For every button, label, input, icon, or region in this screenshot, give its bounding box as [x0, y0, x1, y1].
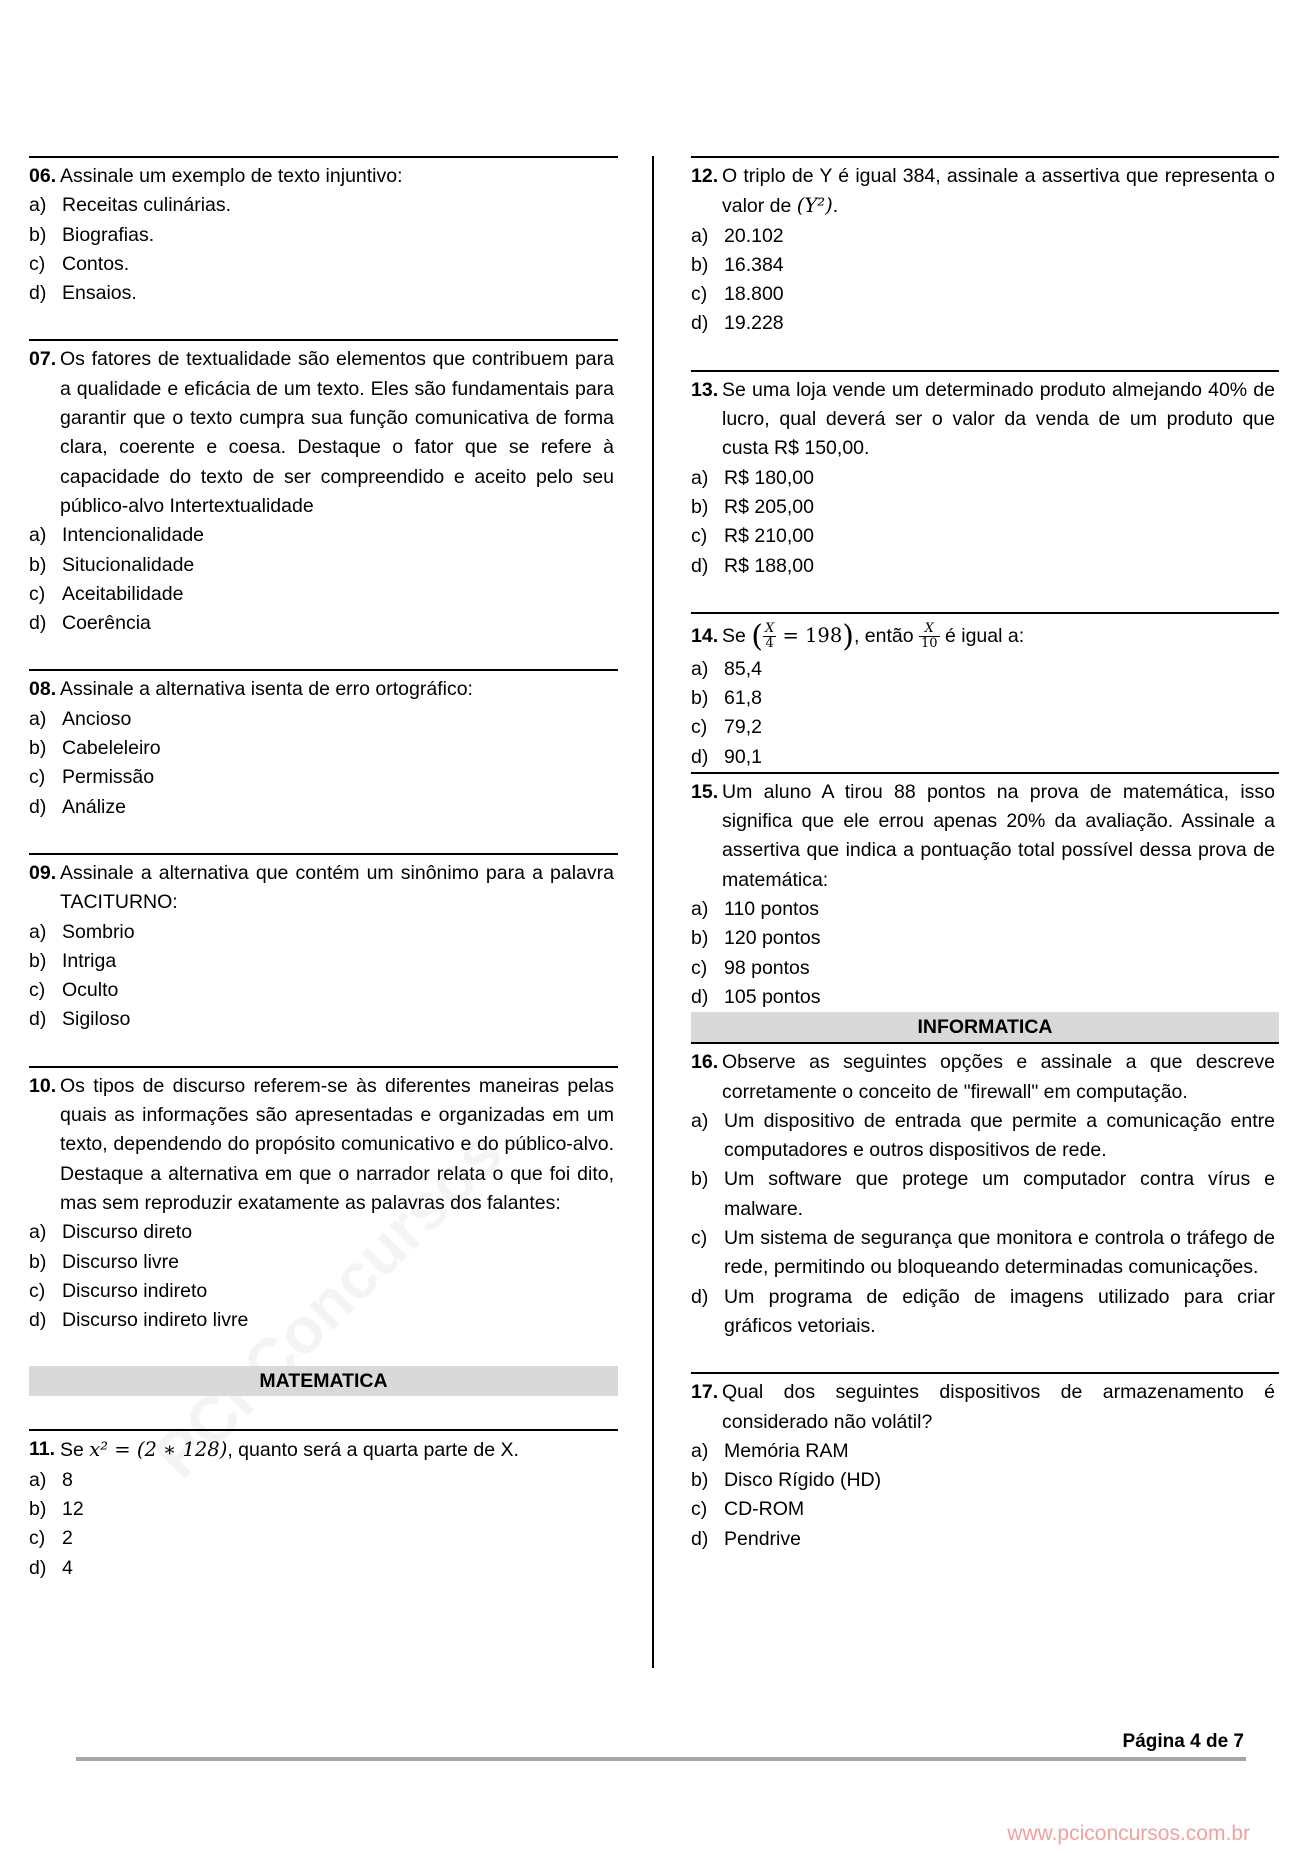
right-column — [691, 156, 1279, 1585]
question-text: Os tipos de discurso referem-se às diferentes maneiras pelas quais as informações são apresentadas e organizadas em um texto, dependendo do propósito comunicativo e do público-alvo. Destaque a alternativa em que o narrador relata o que foi dito, mas sem reproduzir exatamente as palavras dos falantes: — [60, 1074, 614, 1214]
answer-option — [29, 1218, 618, 1247]
option-text: R$ 188,00 — [724, 554, 814, 577]
answer-option — [691, 1224, 1279, 1283]
option-text: Um sistema de segurança que monitora e controla o tráfego de rede, permitindo ou bloqueando determinadas comunicações. — [724, 1227, 1275, 1279]
option-text: 98 pontos — [724, 956, 810, 979]
option-text: 105 pontos — [724, 985, 821, 1008]
answer-option — [29, 763, 618, 792]
question-17 — [691, 1372, 1279, 1554]
option-text: Oculto — [62, 979, 119, 1002]
answer-option — [691, 1283, 1279, 1342]
option-letter: b) — [29, 553, 47, 576]
answer-option — [29, 1495, 618, 1524]
option-text: R$ 205,00 — [724, 495, 814, 518]
option-letter: c) — [691, 283, 708, 306]
options-list — [691, 1107, 1279, 1341]
question-text: Assinale a alternativa que contém um sinônimo para a palavra TACITURNO: — [60, 861, 614, 914]
option-letter: b) — [29, 1250, 47, 1273]
question-number: 15. — [691, 780, 719, 803]
question-text: Um aluno A tirou 88 pontos na prova de matemática, isso significa que ele errou apenas 20% da avaliação. Assinale a assertiva que indica a pontuação total possível dessa prova de matemática: — [722, 780, 1275, 891]
option-text: Ensaios. — [62, 282, 137, 305]
question-text-mid: , então — [853, 624, 920, 647]
answer-option — [29, 1554, 618, 1583]
option-text: Discurso direto — [62, 1221, 193, 1244]
question-number: 10. — [29, 1074, 57, 1097]
option-text: Intencionalidade — [62, 524, 205, 547]
option-text: Permissão — [62, 766, 155, 789]
option-text: 79,2 — [724, 716, 762, 739]
answer-option — [691, 1525, 1279, 1554]
option-letter: d) — [29, 612, 47, 635]
option-letter: c) — [29, 979, 46, 1002]
answer-option — [29, 521, 618, 550]
math-expression: x² = (2 ∗ 128) — [89, 1438, 228, 1462]
option-text: Receitas culinárias. — [62, 194, 232, 217]
question-07 — [29, 339, 618, 638]
option-text: 61,8 — [724, 687, 762, 709]
options-list — [29, 191, 618, 308]
answer-option — [29, 705, 618, 734]
answer-option — [29, 250, 618, 279]
option-letter: b) — [691, 1168, 709, 1191]
option-text: Sombrio — [62, 920, 135, 943]
option-text: Aceitabilidade — [62, 582, 184, 605]
option-text: 110 pontos — [724, 898, 820, 921]
section-title-matematica: MATEMATICA — [29, 1366, 618, 1396]
option-letter: d) — [691, 1285, 709, 1308]
answer-option — [29, 793, 618, 822]
question-text-pre: Se — [722, 624, 752, 647]
answer-option — [691, 743, 1279, 774]
option-text: 20.102 — [724, 224, 784, 247]
answer-option — [691, 309, 1279, 338]
option-letter: d) — [29, 282, 47, 305]
options-list — [29, 1218, 618, 1335]
option-letter: c) — [29, 252, 46, 275]
answer-option — [29, 947, 618, 976]
option-letter: c) — [691, 956, 708, 979]
option-letter: a) — [29, 1468, 47, 1491]
options-list — [29, 705, 618, 822]
answer-option — [29, 918, 618, 947]
answer-option — [691, 464, 1279, 493]
answer-option — [29, 1277, 618, 1306]
option-letter: a) — [691, 657, 709, 680]
option-letter: c) — [29, 582, 46, 605]
answer-option — [691, 924, 1279, 953]
option-text: 120 pontos — [724, 927, 821, 950]
option-letter: b) — [29, 949, 47, 972]
answer-option — [691, 895, 1279, 924]
option-text: Situcionalidade — [62, 553, 195, 576]
answer-option — [29, 221, 618, 250]
option-letter: b) — [691, 687, 709, 709]
question-06 — [29, 156, 618, 308]
option-text: Cabeleleiro — [62, 737, 161, 760]
option-letter: a) — [29, 194, 47, 217]
question-12 — [691, 156, 1279, 339]
column-divider — [652, 156, 654, 1668]
answer-option — [29, 976, 618, 1005]
option-text: Análize — [62, 795, 126, 818]
option-letter: a) — [29, 524, 47, 547]
question-number: 14. — [691, 624, 719, 647]
answer-option — [691, 1495, 1279, 1524]
option-letter: c) — [691, 1498, 708, 1521]
option-text: Disco Rígido (HD) — [724, 1469, 882, 1492]
option-letter: d) — [691, 1527, 709, 1550]
option-letter: d) — [691, 985, 709, 1008]
option-text: R$ 180,00 — [724, 466, 814, 489]
option-text: Um programa de edição de imagens utilizado para criar gráficos vetoriais. — [724, 1285, 1275, 1337]
answer-option — [29, 609, 618, 638]
option-text: Um software que protege um computador contra vírus e malware. — [724, 1168, 1275, 1220]
option-letter: a) — [691, 898, 709, 921]
answer-option — [691, 493, 1279, 522]
option-text: 85,4 — [724, 657, 762, 680]
option-text: 90,1 — [724, 745, 762, 768]
question-number: 09. — [29, 861, 57, 884]
option-text: Pendrive — [724, 1527, 801, 1550]
right-paren: ) — [842, 618, 854, 654]
footer-website: www.pciconcursos.com.br — [1007, 1822, 1250, 1845]
fraction-x-over-10: $\frac{X}{10}$ — [921, 621, 938, 652]
options-list — [691, 895, 1279, 1012]
answer-option — [691, 983, 1279, 1012]
question-text-post: é igual a: — [939, 624, 1025, 647]
option-text: Memória RAM — [724, 1439, 849, 1462]
option-text: 8 — [62, 1468, 73, 1491]
answer-option — [29, 734, 618, 763]
option-letter: c) — [29, 1527, 46, 1550]
option-text: Um dispositivo de entrada que permite a comunicação entre computadores e outros dispositivos de rede. — [724, 1109, 1275, 1162]
question-number: 08. — [29, 678, 57, 701]
option-text: 16.384 — [724, 253, 784, 276]
answer-option — [691, 222, 1279, 251]
answer-option — [691, 1107, 1279, 1166]
question-number: 06. — [29, 165, 57, 187]
answer-option — [29, 191, 618, 220]
equation-value: = 198 — [776, 623, 843, 647]
option-text: 18.800 — [724, 283, 784, 306]
option-text: Discurso livre — [62, 1250, 180, 1273]
question-text: O triplo de Y é igual 384, assinale a assertiva que representa o valor de — [722, 165, 1275, 218]
option-text: CD-ROM — [724, 1498, 805, 1521]
question-09 — [29, 853, 618, 1035]
option-letter: a) — [29, 920, 47, 943]
question-number: 17. — [691, 1381, 719, 1404]
option-letter: d) — [29, 1556, 47, 1579]
question-text: Assinale a alternativa isenta de erro ortográfico: — [60, 678, 473, 701]
question-08 — [29, 669, 618, 821]
option-text: 2 — [62, 1527, 73, 1550]
answer-option — [29, 1466, 618, 1495]
option-letter: d) — [691, 745, 709, 768]
answer-option — [29, 1524, 618, 1553]
options-list — [29, 1466, 618, 1583]
option-letter: d) — [691, 554, 709, 577]
options-list — [29, 521, 618, 638]
answer-option — [29, 1306, 618, 1335]
option-text: 4 — [62, 1556, 73, 1579]
page-number: Página 4 de 7 — [1122, 1731, 1244, 1752]
question-text-post: , quanto será a quarta parte de X. — [227, 1439, 519, 1462]
option-text: Biografias. — [62, 223, 155, 246]
option-text: Contos. — [62, 252, 130, 275]
question-10 — [29, 1066, 618, 1336]
answer-option — [691, 1437, 1279, 1466]
option-letter: a) — [691, 224, 709, 247]
math-expression: (Y²) — [796, 194, 833, 218]
option-letter: b) — [691, 253, 709, 276]
options-list — [691, 464, 1279, 581]
option-letter: b) — [691, 1469, 709, 1492]
question-text: Observe as seguintes opções e assinale a que descreve corretamente o conceito de "firewall" em computação. — [722, 1051, 1275, 1103]
question-number: 11. — [29, 1438, 56, 1461]
option-letter: b) — [691, 495, 709, 518]
question-13 — [691, 370, 1279, 581]
question-text-pre: Se — [60, 1439, 90, 1462]
answer-option — [691, 1466, 1279, 1495]
option-letter: a) — [29, 707, 47, 730]
question-number: 13. — [691, 378, 719, 401]
question-16 — [691, 1042, 1279, 1341]
option-letter: c) — [29, 766, 46, 789]
option-text: Discurso indireto livre — [62, 1309, 249, 1332]
question-text: Os fatores de textualidade são elementos que contribuem para a qualidade e eficácia de um texto. Eles são fundamentais para garantir que o texto cumpra sua função comunicativa de forma clara, coerente e coesa. Destaque o fator que se refere à capacidade do texto de ser compreendido e aceito pelo seu público-alvo Intertextualidade — [60, 348, 614, 517]
section-title-informatica: INFORMATICA — [691, 1012, 1279, 1042]
option-letter: a) — [691, 466, 709, 489]
question-number: 12. — [691, 165, 719, 187]
fraction-x-over-4: $\frac{X}{4}$ — [765, 621, 775, 652]
answer-option — [691, 552, 1279, 581]
options-list — [691, 1437, 1279, 1554]
option-letter: d) — [29, 1008, 47, 1031]
option-letter: a) — [691, 1439, 709, 1462]
answer-option — [691, 1165, 1279, 1224]
option-letter: c) — [29, 1279, 46, 1302]
left-paren: ( — [751, 618, 763, 654]
question-number: 16. — [691, 1051, 719, 1074]
question-15 — [691, 774, 1279, 1012]
option-letter: b) — [29, 737, 47, 760]
question-11 — [29, 1429, 618, 1582]
answer-option — [691, 280, 1279, 309]
option-text: Sigiloso — [62, 1008, 131, 1031]
option-letter: d) — [29, 1309, 47, 1332]
option-text: Coerência — [62, 612, 151, 635]
answer-option — [691, 684, 1279, 713]
options-list — [29, 918, 618, 1035]
options-list — [691, 222, 1279, 339]
answer-option — [29, 279, 618, 308]
question-text-post: . — [832, 195, 839, 218]
answer-option — [29, 580, 618, 609]
option-letter: b) — [29, 223, 47, 246]
answer-option — [29, 551, 618, 580]
question-text: Qual dos seguintes dispositivos de armazenamento é considerado não volátil? — [722, 1381, 1275, 1433]
left-column — [29, 156, 618, 1614]
option-text: Intriga — [62, 949, 117, 972]
question-text: Se uma loja vende um determinado produto almejando 40% de lucro, qual deverá ser o valor da venda de um produto que custa R$ 150,00. — [722, 378, 1275, 460]
option-text: Discurso indireto — [62, 1279, 208, 1302]
option-letter: c) — [691, 716, 708, 739]
option-letter: a) — [29, 1221, 47, 1244]
answer-option — [29, 1248, 618, 1277]
option-letter: b) — [29, 1497, 47, 1520]
option-text: Ancioso — [62, 707, 132, 730]
answer-option — [691, 713, 1279, 742]
footer-divider — [76, 1757, 1246, 1761]
answer-option — [691, 954, 1279, 983]
question-text: Assinale um exemplo de texto injuntivo: — [60, 165, 403, 187]
option-letter: b) — [691, 927, 709, 950]
answer-option — [691, 655, 1279, 684]
option-text: 12 — [62, 1497, 84, 1520]
right-questions — [691, 1042, 1279, 1554]
option-letter: d) — [29, 795, 47, 818]
answer-option — [691, 251, 1279, 280]
option-letter: a) — [691, 1109, 709, 1132]
option-letter: c) — [691, 1227, 708, 1250]
answer-option — [29, 1005, 618, 1034]
question-14 — [691, 612, 1279, 774]
option-letter: d) — [691, 312, 709, 335]
option-text: R$ 210,00 — [724, 525, 814, 548]
question-number: 07. — [29, 348, 57, 371]
option-letter: c) — [691, 525, 708, 548]
option-text: 19.228 — [724, 312, 784, 335]
left-questions — [29, 156, 618, 1335]
answer-option — [691, 522, 1279, 551]
options-list — [691, 655, 1279, 774]
